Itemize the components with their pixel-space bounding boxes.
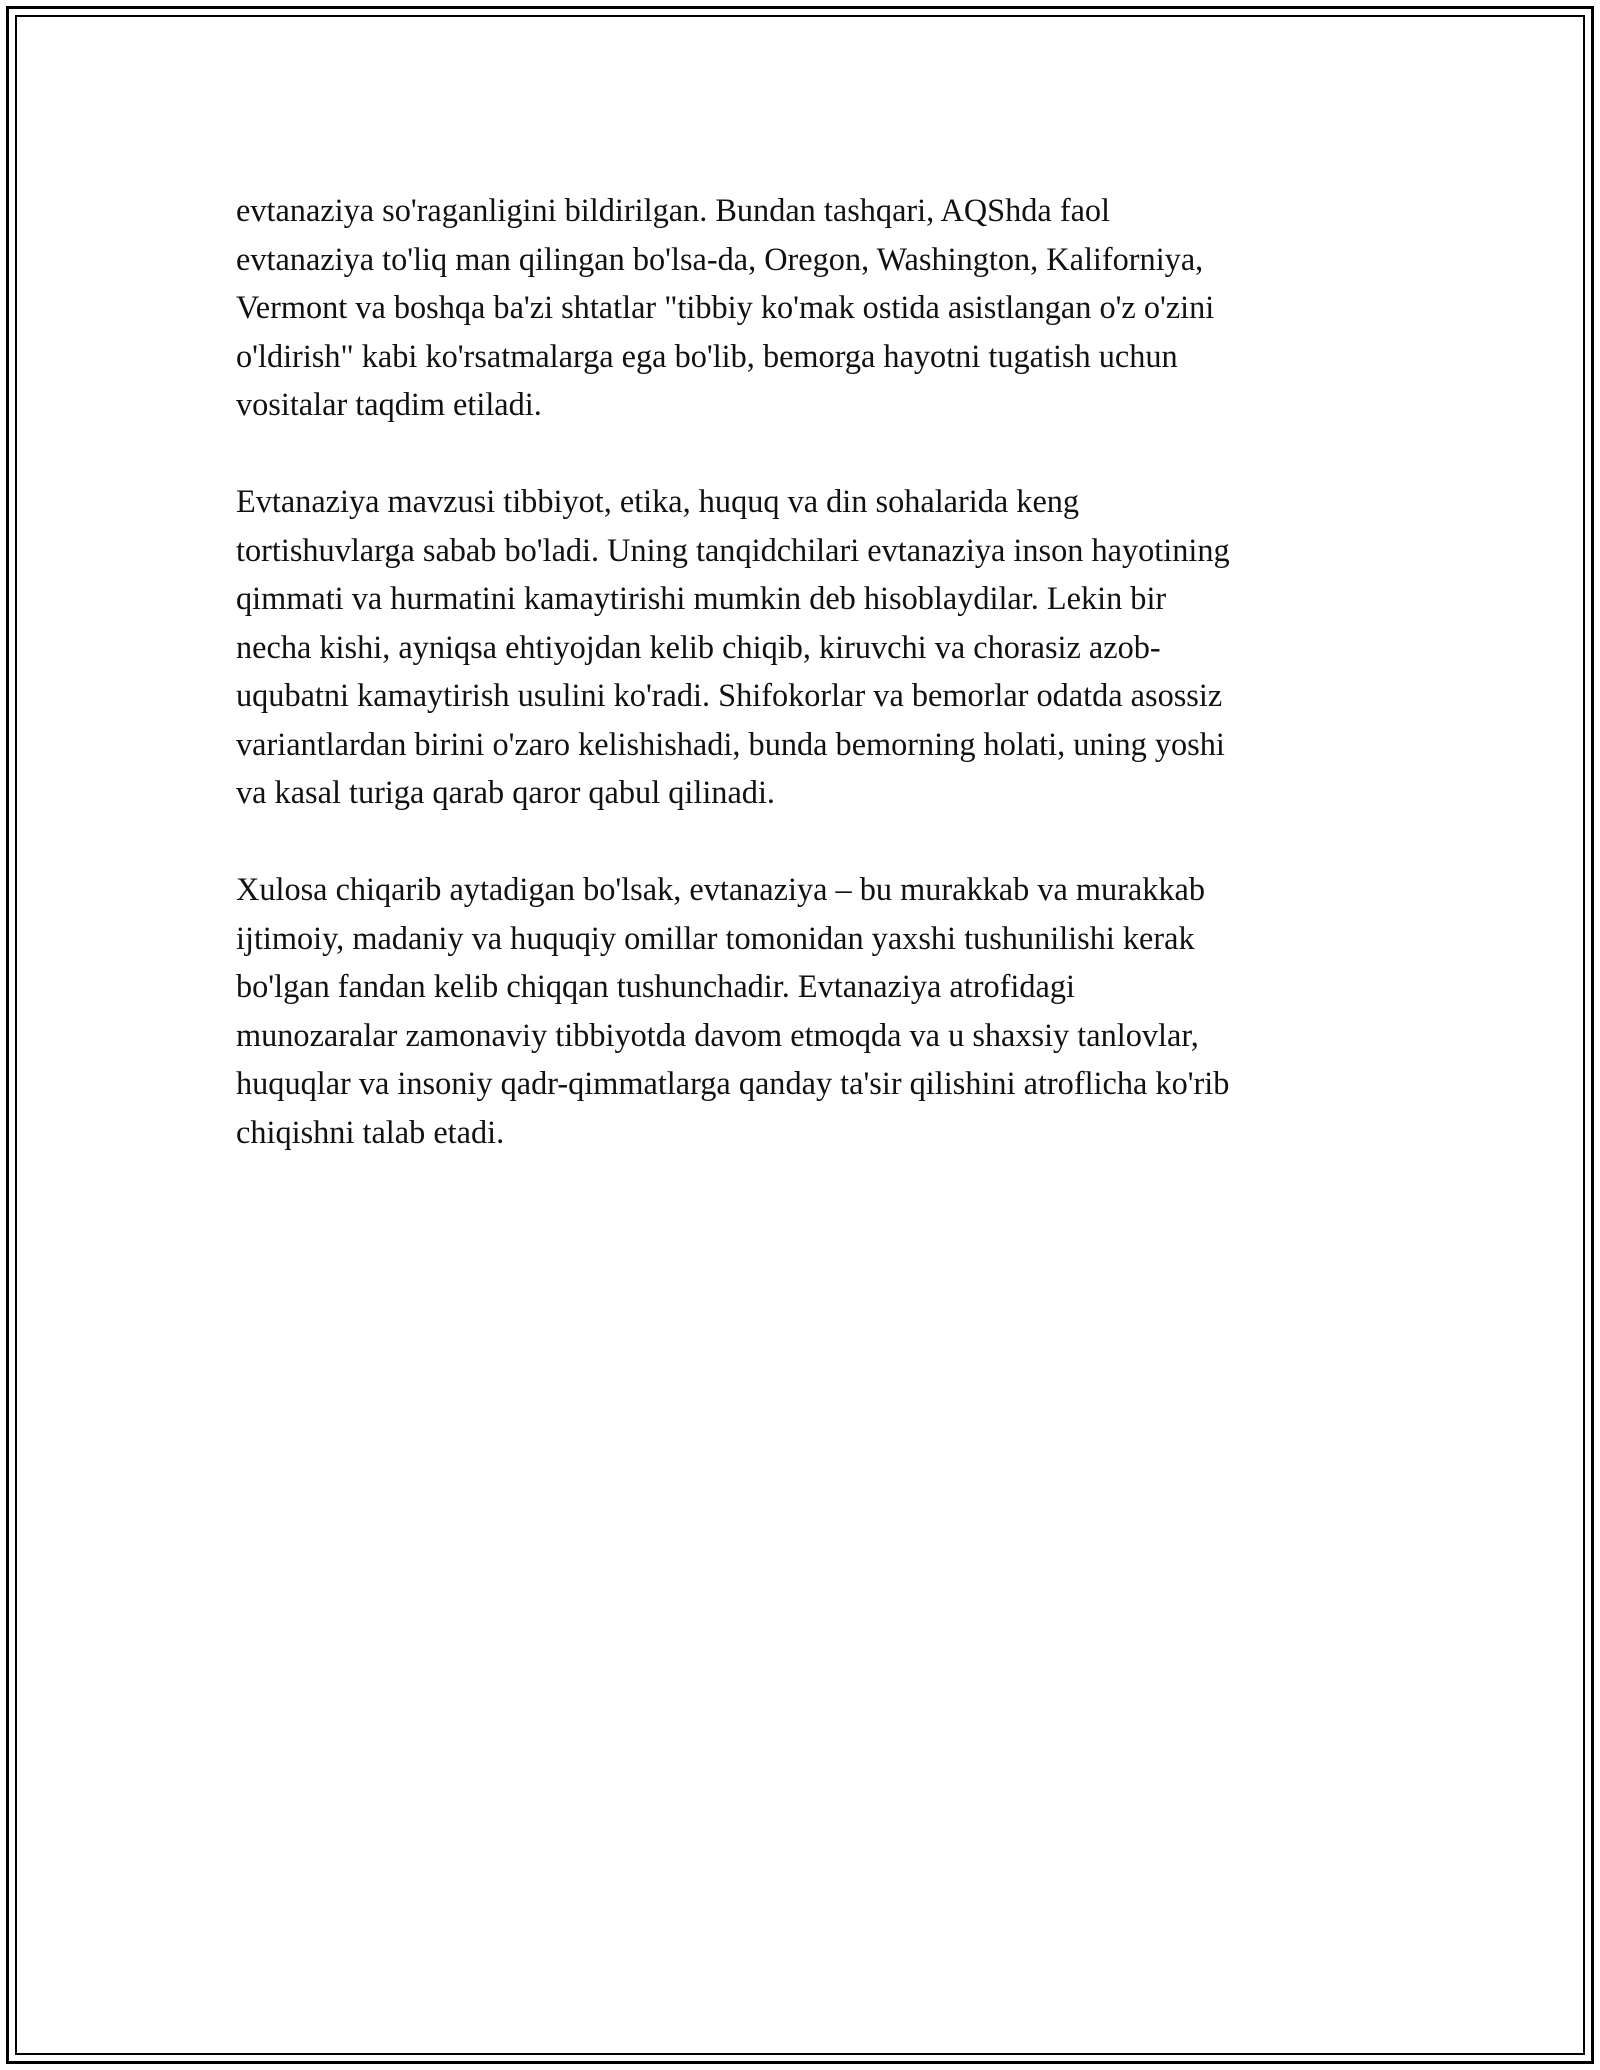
paragraph-3: Xulosa chiqarib aytadigan bo'lsak, evtanaziya – bu murakkab va murakkab ijtimoiy, madaniy va huquqiy omillar tomonidan yaxshi tushunilishi kerak bo'lgan fandan kelib chiqqan tushunchadir. Evtanaziya atrofidagi munozaralar zamonaviy tibbiyotda davom etmoqda va u shaxsiy tanlovlar, huquqlar va insoniy qadr-qimmatlarga qanday ta'sir qilishini atroflicha ko'rib chiqishni talab etadi. [236,871,1230,1150]
document-body [236,186,1376,1156]
paragraph-2: Evtanaziya mavzusi tibbiyot, etika, huquq va din sohalarida keng tortishuvlarga sabab bo'ladi. Uning tanqidchilari evtanaziya inson hayotining qimmati va hurmatini kamaytirishi mumkin deb hisoblaydilar. Lekin bir necha kishi, ayniqsa ehtiyojdan kelib chiqib, kiruvchi va chorasiz azob- uqubatni kamaytirish usulini ko'radi. Shifokorlar va bemorlar odatda asossiz variantlardan birini o'zaro kelishishadi, bunda bemorning holati, uning yoshi va kasal turiga qarab qaror qabul qilinadi. [236,483,1230,810]
paragraph-1: evtanaziya so'raganligini bildirilgan. Bundan tashqari, AQShda faol evtanaziya to'liq man qilingan bo'lsa-da, Oregon, Washington, Kaliforniya, Vermont va boshqa ba'zi shtatlar "tibbiy ko'mak ostida asistlangan o'z o'zini o'ldirish" kabi ko'rsatmalarga ega bo'lib, bemorga hayotni tugatish uchun vositalar taqdim etiladi. [236,192,1215,422]
